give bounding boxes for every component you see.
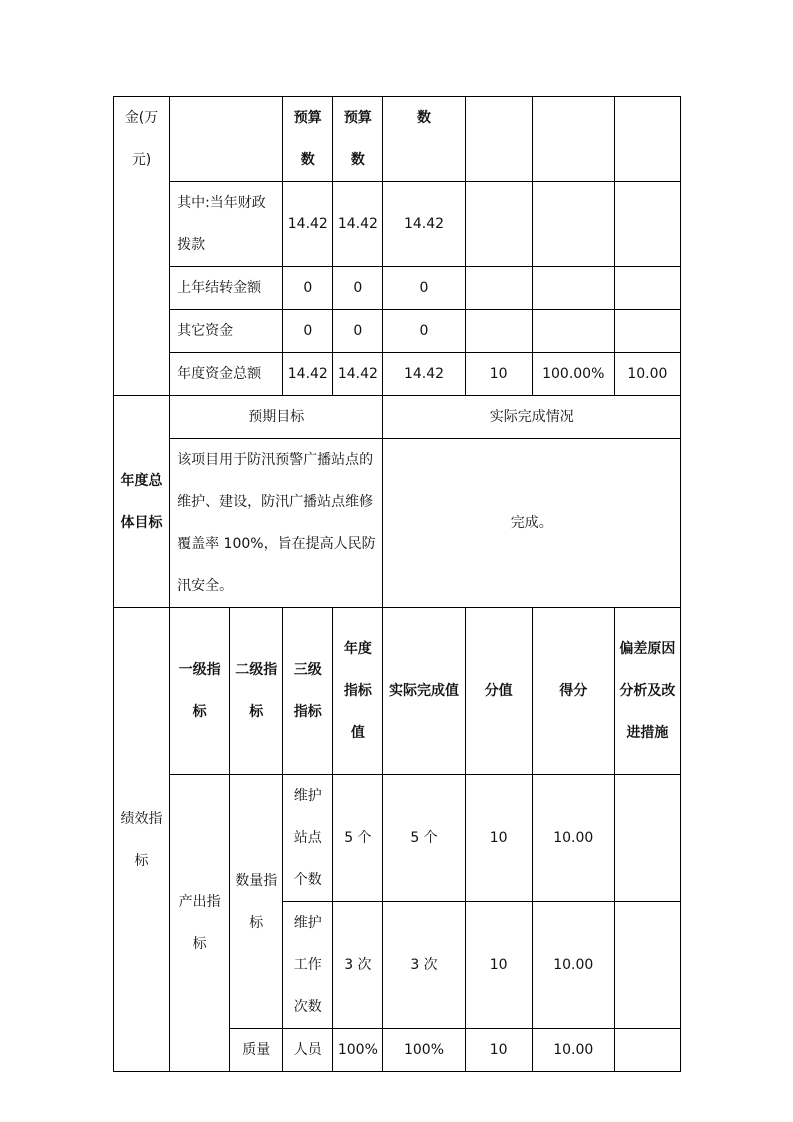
level3-header: 三级指标 — [283, 608, 333, 775]
funds-value: 0 — [383, 310, 465, 353]
funds-header-row — [114, 97, 681, 182]
target-cell: 5 个 — [333, 775, 383, 902]
level2-header: 二级指标 — [230, 608, 283, 775]
score-cell: 10 — [465, 775, 532, 902]
level1-output: 产出指标 — [170, 775, 230, 1072]
funds-value: 14.42 — [333, 182, 383, 267]
deviation-cell — [614, 902, 680, 1029]
actual-cell: 3 次 — [383, 902, 465, 1029]
funds-value: 0 — [283, 267, 333, 310]
expected-goal-header: 预期目标 — [170, 396, 383, 439]
target-cell: 3 次 — [333, 902, 383, 1029]
funds-rate — [532, 310, 614, 353]
level3-cell: 维护工作次数 — [283, 902, 333, 1029]
funds-row — [114, 267, 681, 310]
target-cell: 100% — [333, 1029, 383, 1072]
funds-header-blank — [170, 97, 283, 182]
funds-row-label: 上年结转金额 — [170, 267, 283, 310]
funds-got — [614, 267, 680, 310]
funds-score — [465, 310, 532, 353]
deviation-header: 偏差原因分析及改进措施 — [614, 608, 680, 775]
level3-cell: 人员 — [283, 1029, 333, 1072]
funds-rate: 100.00% — [532, 353, 614, 396]
goals-label: 年度总体目标 — [114, 396, 170, 608]
funds-rate — [532, 182, 614, 267]
funds-value: 0 — [333, 310, 383, 353]
funds-row — [114, 310, 681, 353]
score-cell: 10 — [465, 1029, 532, 1072]
funds-value: 14.42 — [283, 353, 333, 396]
score-header: 分值 — [465, 608, 532, 775]
actual-header: 实际完成值 — [383, 608, 465, 775]
indicators-label: 绩效指标 — [114, 608, 170, 1072]
score-cell: 10 — [465, 902, 532, 1029]
actual-cell: 100% — [383, 1029, 465, 1072]
deviation-cell — [614, 775, 680, 902]
funds-value: 0 — [283, 310, 333, 353]
got-cell: 10.00 — [532, 775, 614, 902]
funds-score — [465, 267, 532, 310]
level2-quantity: 数量指标 — [230, 775, 283, 1029]
funds-score: 10 — [465, 353, 532, 396]
funds-value: 14.42 — [333, 353, 383, 396]
funds-score — [465, 182, 532, 267]
funds-got: 10.00 — [614, 353, 680, 396]
level2-quality: 质量 — [230, 1029, 283, 1072]
level1-header: 一级指标 — [170, 608, 230, 775]
goals-content-row — [114, 439, 681, 608]
indicators-header-row — [114, 608, 681, 775]
actual-cell: 5 个 — [383, 775, 465, 902]
level3-cell: 维护站点个数 — [283, 775, 333, 902]
indicator-row — [114, 775, 681, 902]
funds-value: 14.42 — [383, 182, 465, 267]
funds-value: 0 — [333, 267, 383, 310]
expected-goal-text: 该项目用于防汛预警广播站点的维护、建设，防汛广播站点维修覆盖率 100%，旨在提高人民防汛安全。 — [170, 439, 383, 608]
funds-got — [614, 182, 680, 267]
funds-rate — [532, 267, 614, 310]
funds-row — [114, 182, 681, 267]
funds-row — [114, 353, 681, 396]
funds-header-2: 预算数 — [333, 97, 383, 182]
got-header: 得分 — [532, 608, 614, 775]
got-cell: 10.00 — [532, 1029, 614, 1072]
funds-value: 14.42 — [283, 182, 333, 267]
funds-row-label: 年度资金总额 — [170, 353, 283, 396]
actual-completion-text: 完成。 — [383, 439, 681, 608]
goals-header-row — [114, 396, 681, 439]
funds-header-1: 预算数 — [283, 97, 333, 182]
got-cell: 10.00 — [532, 902, 614, 1029]
target-header: 年度指标值 — [333, 608, 383, 775]
funds-row-label: 其它资金 — [170, 310, 283, 353]
funds-value: 0 — [383, 267, 465, 310]
funds-label: 金(万元) — [114, 97, 170, 396]
funds-header-3: 数 — [383, 97, 465, 182]
actual-completion-header: 实际完成情况 — [383, 396, 681, 439]
funds-value: 14.42 — [383, 353, 465, 396]
funds-row-label: 其中:当年财政拨款 — [170, 182, 283, 267]
funds-got — [614, 310, 680, 353]
deviation-cell — [614, 1029, 680, 1072]
performance-table — [113, 96, 681, 1072]
